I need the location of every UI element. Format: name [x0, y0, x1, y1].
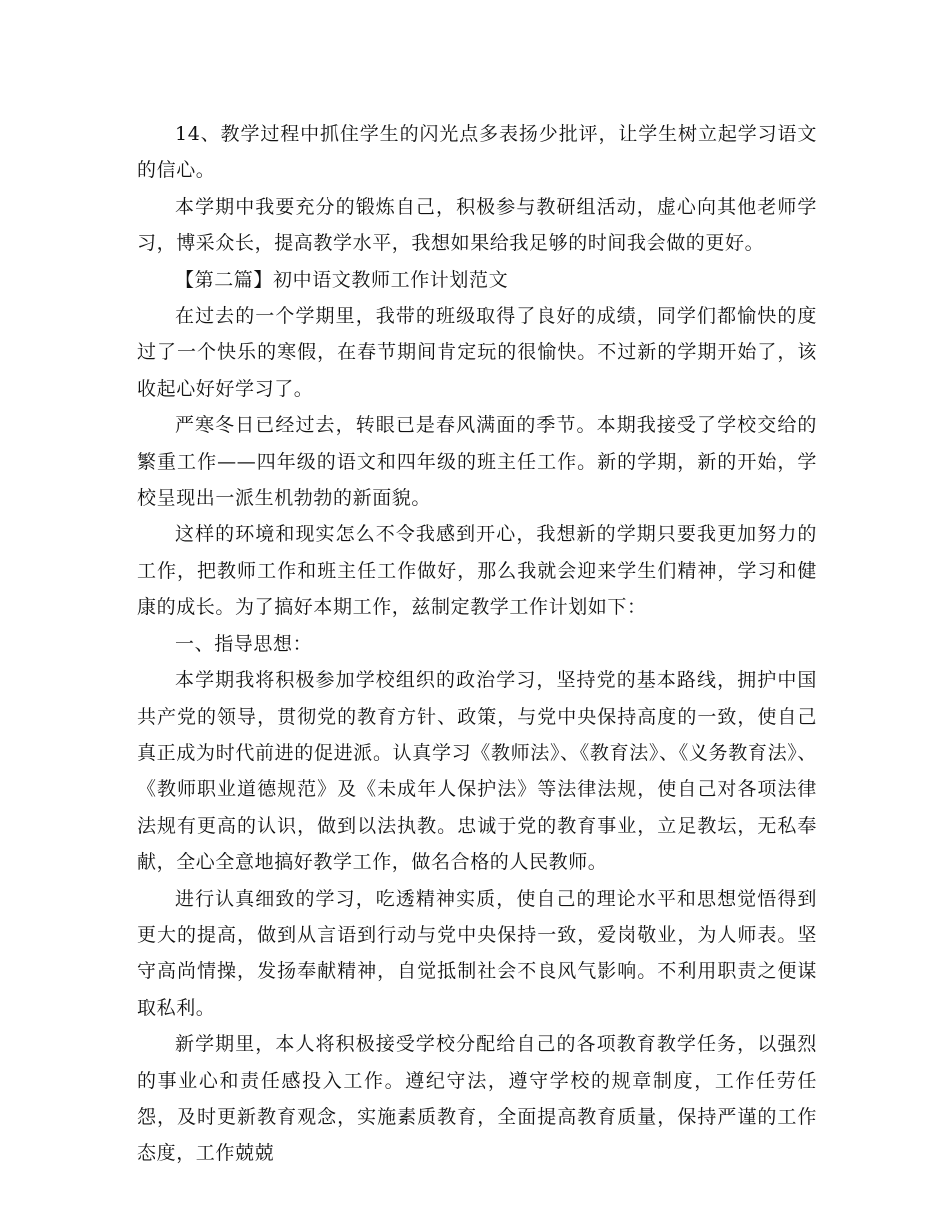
paragraph-self-improvement: 本学期中我要充分的锻炼自己，积极参与教研组活动，虚心向其他老师学习，博采众长，提高教学水平，我想如果给我足够的时间我会做的更好。: [137, 195, 817, 255]
subheading-guiding-thought: 一、指导思想：: [175, 632, 313, 655]
section-heading: 【第二篇】初中语文教师工作计划范文: [175, 268, 509, 291]
paragraph-item-14: 14、教学过程中抓住学生的闪光点多表扬少批评，让学生树立起学习语文的信心。: [137, 123, 817, 182]
paragraph-careful-study: 进行认真细致的学习，吃透精神实质，使自己的理论水平和思想觉悟得到更大的提高，做到从言语到行动与党中央保持一致，爱岗敬业，为人师表。坚守高尚情操，发扬奉献精神，自觉抵制社会不良风气影响。不利用职责之便谋取私利。: [137, 887, 817, 1019]
paragraph-political-study: 本学期我将积极参加学校组织的政治学习，坚持党的基本路线，拥护中国共产党的领导，贯彻党的教育方针、政策，与党中央保持高度的一致，使自己真正成为时代前进的促进派。认真学习《教师法》、《教育法》、《义务教育法》、《教师职业道德规范》及《未成年人保护法》等法律法规，使自己对各项法律法规有更高的认识，做到以法执教。忠诚于党的教育事业，立足教坛，无私奉献，全心全意地搞好教学工作，做名合格的人民教师。: [137, 669, 817, 874]
document-body: [137, 116, 817, 1172]
paragraph-new-semester: 新学期里，本人将积极接受学校分配给自己的各项教育教学任务，以强烈的事业心和责任感投入工作。遵纪守法，遵守学校的规章制度，工作任劳任怨，及时更新教育观念，实施素质教育，全面提高教育质量，保持严谨的工作态度，工作兢兢: [137, 1033, 817, 1165]
paragraph-environment: 这样的环境和现实怎么不令我感到开心，我想新的学期只要我更加努力的工作，把教师工作和班主任工作做好，那么我就会迎来学生们精神，学习和健康的成长。为了搞好本期工作，兹制定教学工作计划如下：: [137, 523, 817, 619]
paragraph-winter-passed: 严寒冬日已经过去，转眼已是春风满面的季节。本期我接受了学校交给的繁重工作——四年级的语文和四年级的班主任工作。新的学期，新的开始，学校呈现出一派生机勃勃的新面貌。: [137, 414, 817, 510]
paragraph-last-semester: 在过去的一个学期里，我带的班级取得了良好的成绩，同学们都愉快的度过了一个快乐的寒假，在春节期间肯定玩的很愉快。不过新的学期开始了，该收起心好好学习了。: [137, 305, 817, 400]
